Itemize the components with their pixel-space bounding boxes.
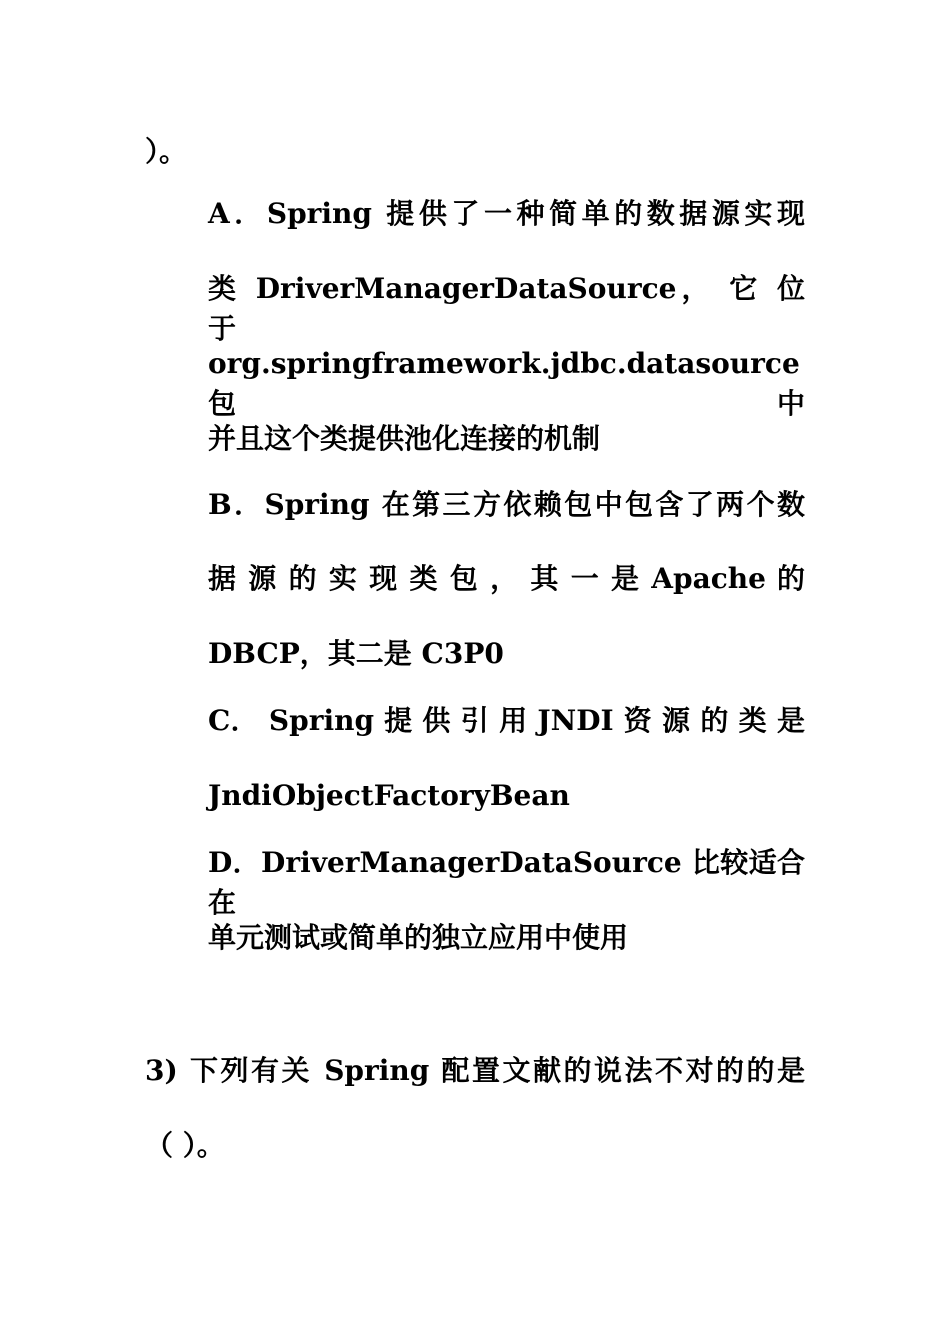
question-3-line-2: （ ）。: [145, 1129, 225, 1162]
option-a-line-2: 类 DriverManagerDataSource， 它 位 于: [208, 272, 805, 345]
option-d-line-1: D．DriverManagerDataSource 比较适合在: [208, 846, 805, 919]
option-c-line-1: C． Spring 提 供 引 用 JNDI 资 源 的 类 是: [208, 704, 805, 737]
option-d-line-2: 单元测试或简单的独立应用中使用: [208, 921, 629, 954]
option-a-line-3: org.springframework.jdbc.datasource 包中: [208, 347, 805, 420]
option-c-line-2: JndiObjectFactoryBean: [208, 779, 570, 812]
option-b-line-1: B．Spring 在第三方依赖包中包含了两个数: [208, 488, 805, 521]
option-a-line-4: 并且这个类提供池化连接的机制: [208, 422, 601, 455]
previous-question-tail: ）。: [145, 135, 188, 168]
option-a-line-1: A．Spring 提供了一种简单的数据源实现: [208, 197, 805, 230]
option-b-line-3: DBCP，其二是 C3P0: [208, 637, 504, 670]
question-3-line-1: 3) 下列有关 Spring 配置文献的说法不对的的是: [145, 1054, 805, 1087]
option-b-line-2: 据 源 的 实 现 类 包 ， 其 一 是 Apache 的: [208, 562, 805, 595]
